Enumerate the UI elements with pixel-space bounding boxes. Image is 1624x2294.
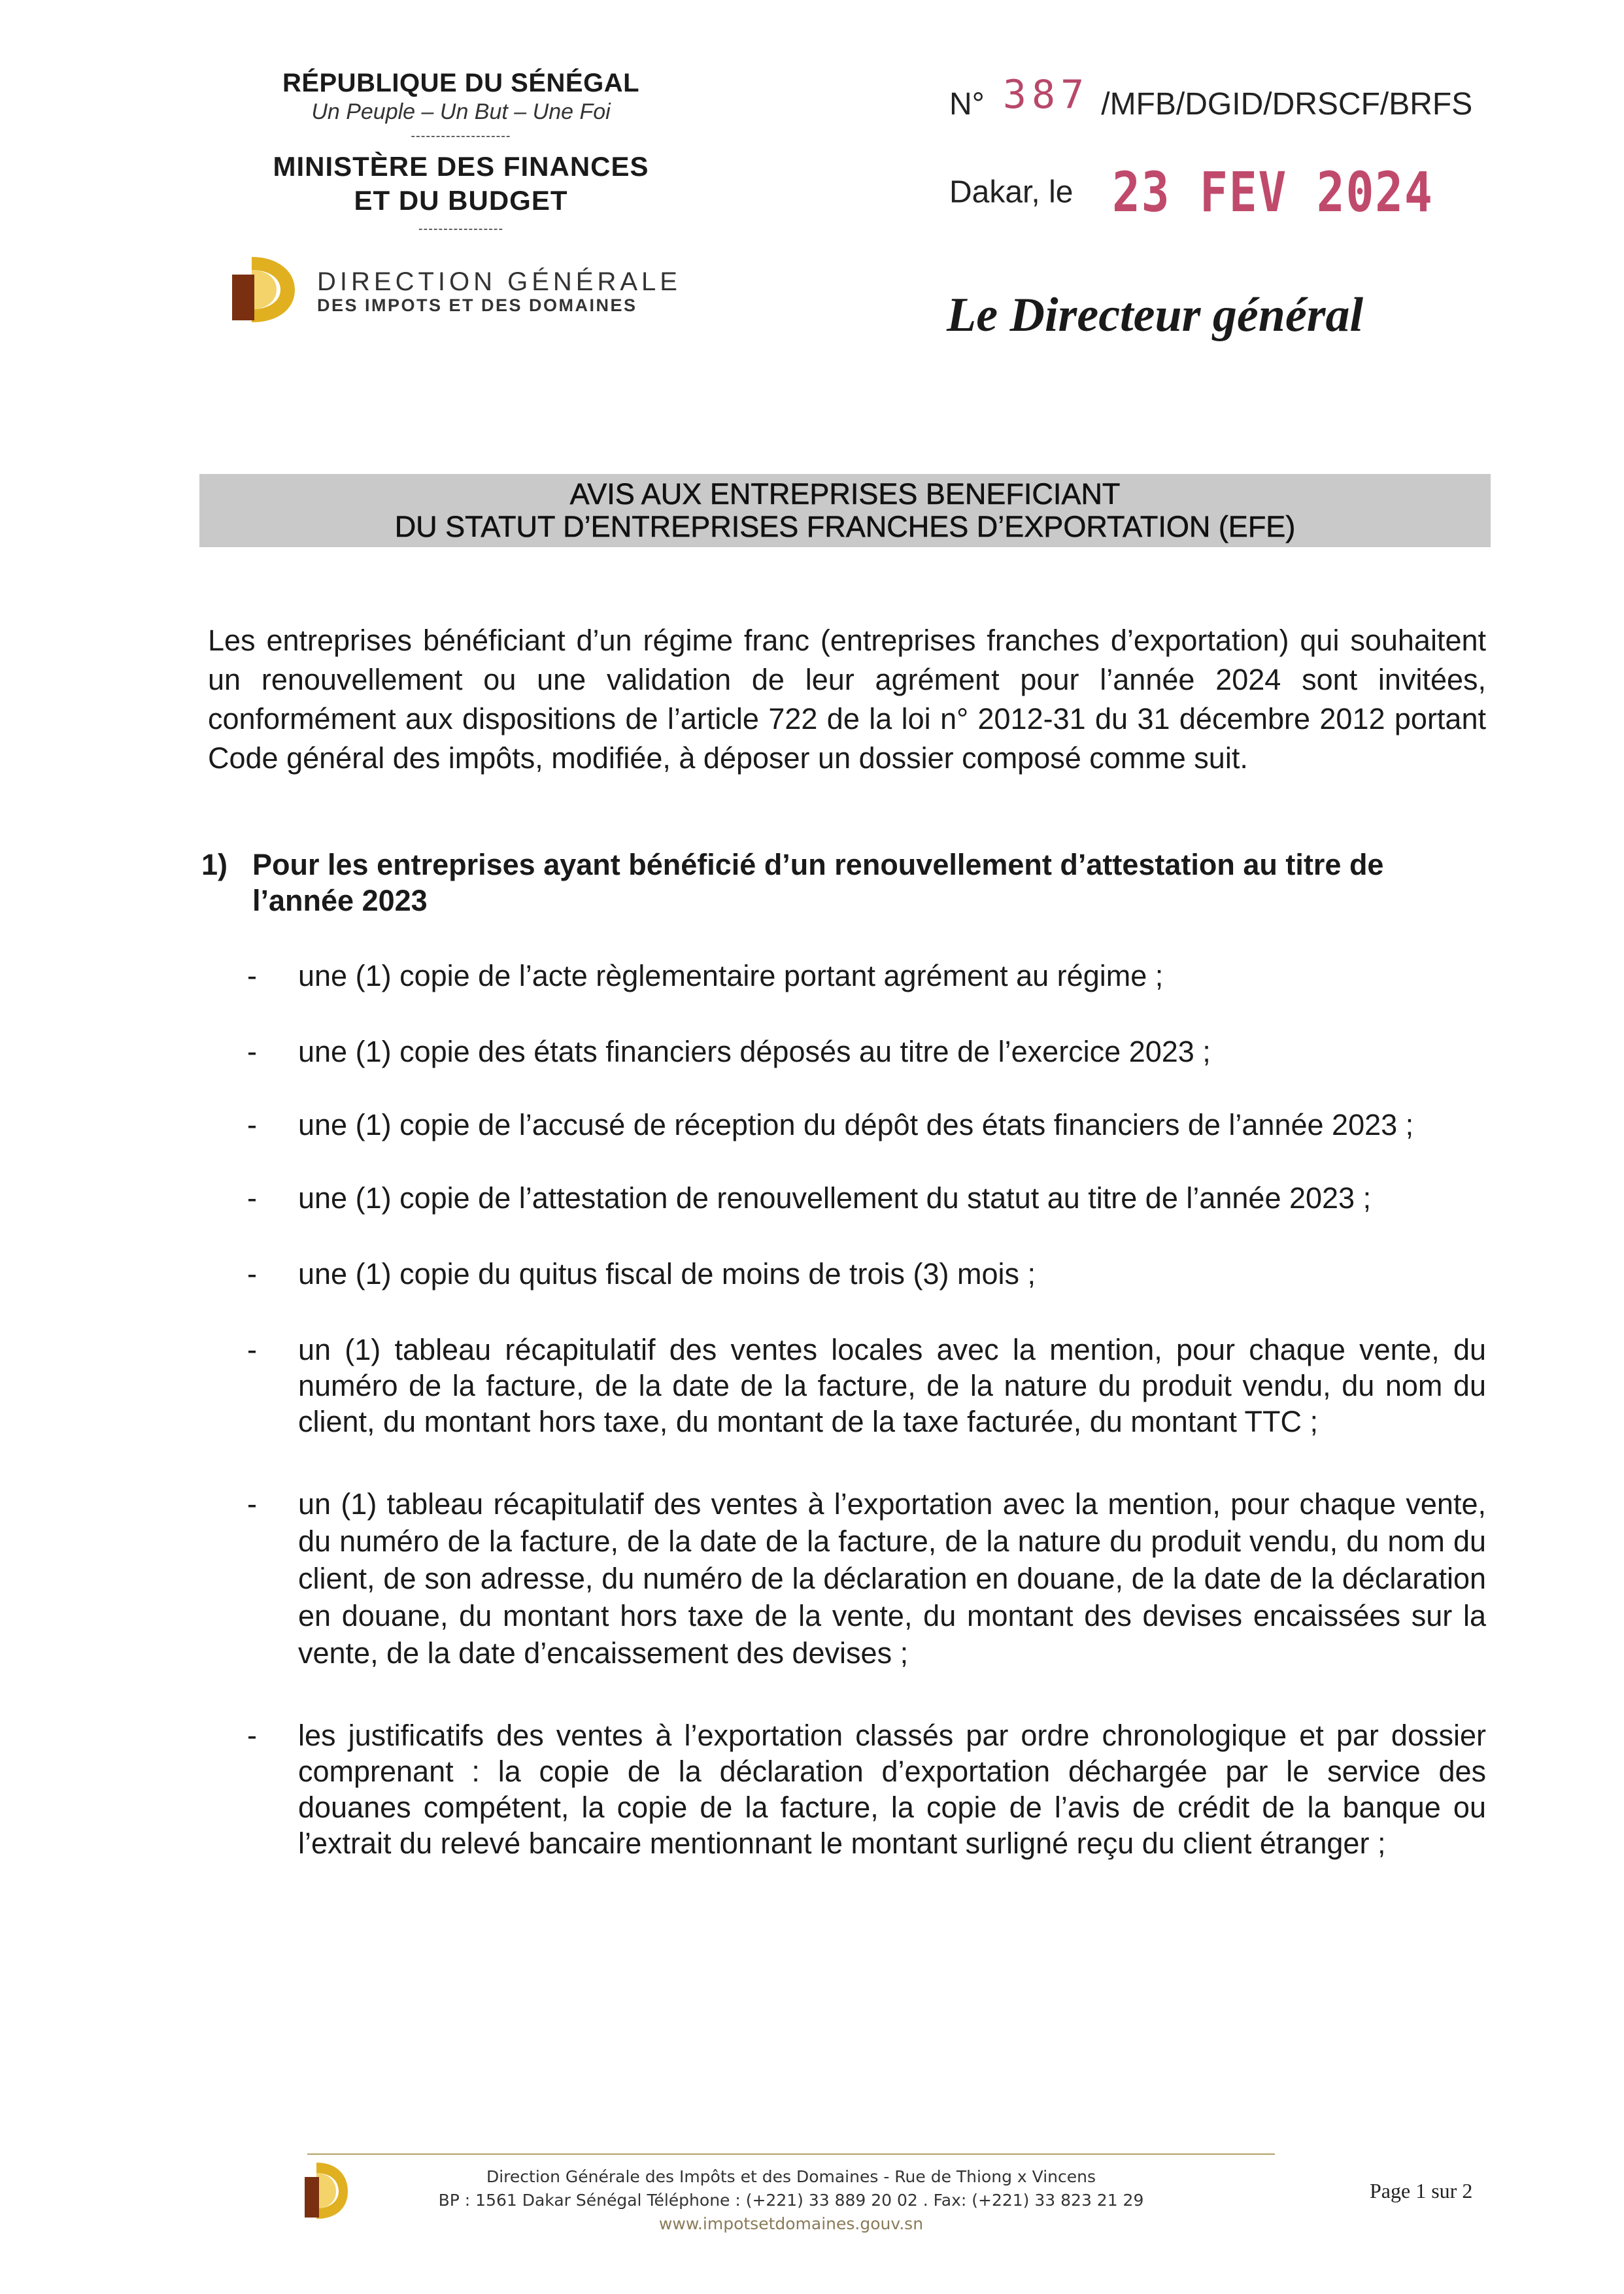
separator-line-2: ----------------- <box>418 222 504 236</box>
signatory-title: Le Directeur général <box>947 288 1364 342</box>
notice-title-banner <box>199 474 1491 547</box>
number-prefix: N° <box>949 87 985 122</box>
dash-bullet: - <box>247 1181 257 1215</box>
stamped-date: 23 FEV 2024 <box>1112 160 1434 224</box>
national-motto: Un Peuple – Un But – Une Foi <box>311 99 611 124</box>
list-item-text: une (1) copie de l’acte règlementaire portant agrément au régime ; <box>298 959 1164 992</box>
list-item <box>247 1180 1486 1217</box>
list-item-text: une (1) copie des états financiers déposés au titre de l’exercice 2023 ; <box>298 1035 1211 1068</box>
reference-code: /MFB/DGID/DRSCF/BRFS <box>1101 87 1473 122</box>
dash-bullet: - <box>247 1257 257 1290</box>
stamped-number: 387 <box>1002 72 1090 118</box>
list-item <box>247 1034 1486 1070</box>
dash-bullet: - <box>247 1035 257 1068</box>
footer-logo-icon <box>299 2157 350 2223</box>
list-item <box>247 1332 1486 1440</box>
intro-paragraph: Les entreprises bénéficiant d’un régime franc (entreprises franches d’exportation) qui souhaitent un renouvellement ou une validation de leur agrément pour l’année 2024 sont invitées, conformément aux dispositions de l’article 722 de la loi n° 2012-31 du 31 décembre 2012 portant Code général des impôts, modifiée, à déposer un dossier composé comme suit. <box>208 624 1486 775</box>
dgid-logo-icon <box>226 252 297 327</box>
dash-bullet: - <box>247 1333 257 1366</box>
list-item-text: une (1) copie du quitus fiscal de moins de trois (3) mois ; <box>298 1257 1036 1290</box>
date-prefix: Dakar, le <box>949 175 1074 210</box>
country-name: RÉPUBLIQUE DU SÉNÉGAL <box>282 69 640 97</box>
footer-contact <box>405 2165 1177 2236</box>
list-item-text: un (1) tableau récapitulatif des ventes à l’exportation avec la mention, pour chaque vente, du numéro de la facture, de la date de la facture, de la nature du produit vendu, du nom du client, de son adresse, du numéro de la déclaration en douane, de la date de la déclaration en douane, du montant hors taxe de la vente, du montant des devises encaissées sur la vente, de la date d’encaissement des devises ; <box>298 1487 1486 1670</box>
dgid-name-line1: DIRECTION GÉNÉRALE <box>317 267 681 296</box>
separator-line: -------------------- <box>411 129 511 143</box>
list-item <box>247 958 1486 994</box>
ministry-name-line2: ET DU BUDGET <box>354 185 568 216</box>
required-documents-list <box>247 958 1486 1861</box>
dash-bullet: - <box>247 1719 257 1752</box>
footer-divider <box>307 2153 1275 2155</box>
dgid-name <box>317 268 681 316</box>
footer-phone-fax: BP : 1561 Dakar Sénégal Téléphone : (+221) 33 889 20 02 . Fax: (+221) 33 823 21 29 <box>438 2191 1144 2210</box>
footer-website-link[interactable]: www.impotsetdomaines.gouv.sn <box>658 2214 924 2233</box>
dgid-name-line2: DES IMPOTS ET DES DOMAINES <box>317 295 637 315</box>
dash-bullet: - <box>247 959 257 992</box>
list-item-text: une (1) copie de l’accusé de réception du dépôt des états financiers de l’année 2023 ; <box>298 1108 1414 1141</box>
list-item <box>247 1717 1486 1861</box>
list-item-text: une (1) copie de l’attestation de renouvellement du statut au titre de l’année 2023 ; <box>298 1181 1372 1215</box>
reference-number <box>949 72 1473 137</box>
section-title: Pour les entreprises ayant bénéficié d’un renouvellement d’attestation au titre de l’année 2023 <box>252 848 1384 917</box>
notice-title-line2: DU STATUT D’ENTREPRISES FRANCHES D’EXPORTATION (EFE) <box>394 510 1296 543</box>
letterhead <box>216 69 706 243</box>
ministry-name-line1: MINISTÈRE DES FINANCES <box>273 151 649 182</box>
section-heading <box>201 847 1486 919</box>
list-item <box>247 1256 1486 1292</box>
date-line <box>949 160 1491 224</box>
page-number: Page 1 sur 2 <box>1370 2179 1473 2202</box>
list-item <box>247 1108 1486 1142</box>
footer-address: Direction Générale des Impôts et des Domaines - Rue de Thiong x Vincens <box>486 2167 1096 2186</box>
list-item-text: les justificatifs des ventes à l’exportation classés par ordre chronologique et par dossier comprenant : la copie de la déclaration d’exportation déchargée par le service des douanes compétent, la copie de la facture, la copie de l’avis de crédit de la banque ou l’extrait du relevé bancaire mentionnant le montant surligné reçu du client étranger ; <box>298 1719 1486 1860</box>
list-item-text: un (1) tableau récapitulatif des ventes locales avec la mention, pour chaque vente, du numéro de la facture, de la date de la facture, de la nature du produit vendu, du nom du client, du montant hors taxe, du montant de la taxe facturée, du montant TTC ; <box>298 1333 1486 1438</box>
dash-bullet: - <box>247 1487 257 1521</box>
dash-bullet: - <box>247 1108 257 1141</box>
list-item <box>247 1485 1486 1672</box>
notice-title-line1: AVIS AUX ENTREPRISES BENEFICIANT <box>569 477 1121 511</box>
section-number: 1) <box>201 848 228 881</box>
